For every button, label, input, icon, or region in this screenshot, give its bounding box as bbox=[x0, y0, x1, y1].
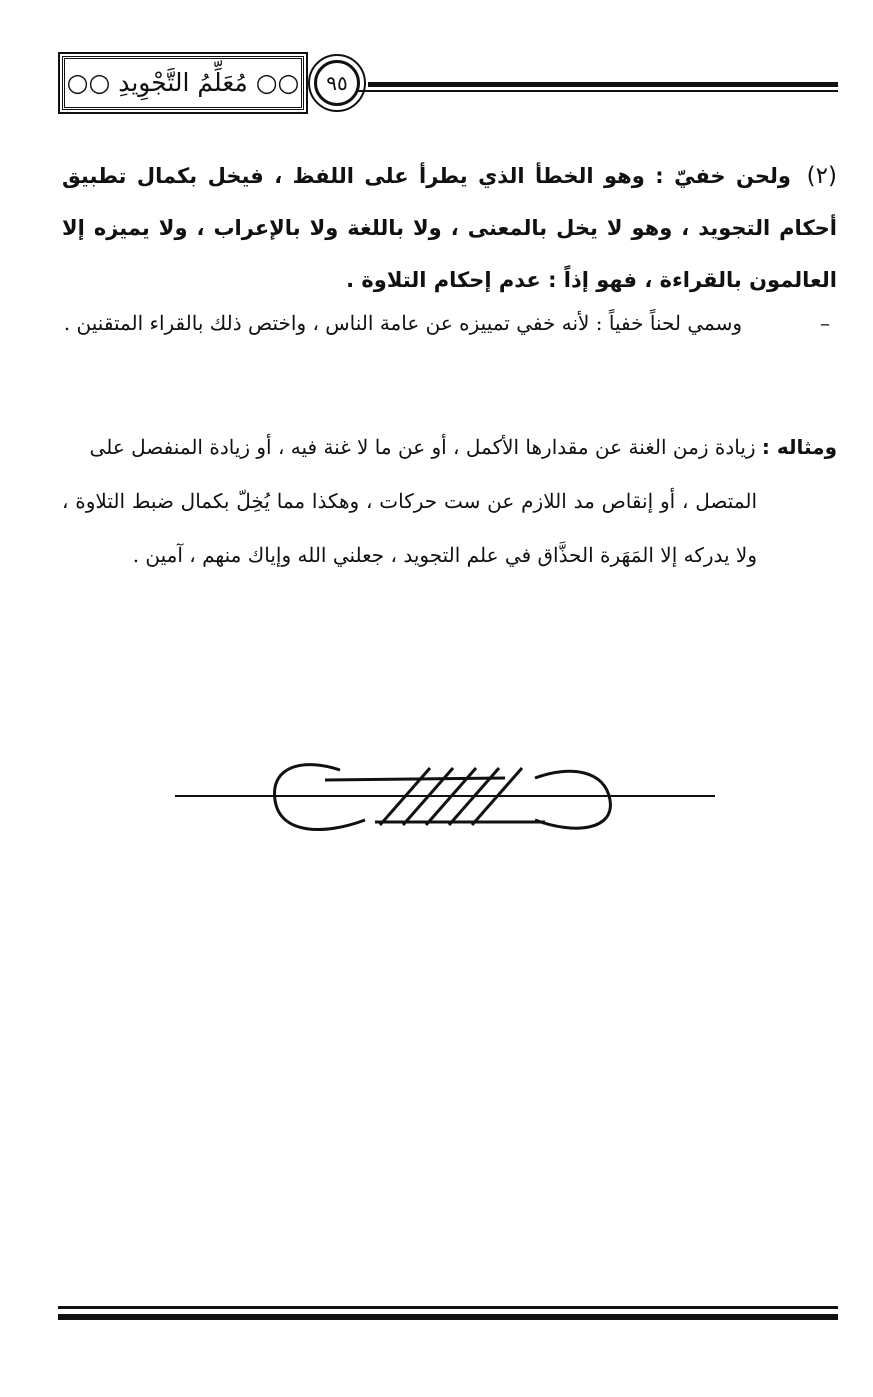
page-number: ٩٥ bbox=[314, 60, 360, 106]
calligraphic-divider-icon bbox=[175, 760, 715, 840]
book-title: ○○ مُعَلِّمُ التَّجْوِيدِ ○○ bbox=[62, 56, 304, 110]
note-text: وسمي لحناً خفياً : لأنه خفي تمييزه عن عامة الناس ، واختص ذلك بالقراء المتقنين . bbox=[63, 311, 742, 335]
example-first-text: زيادة زمن الغنة عن مقدارها الأكمل ، أو عن ما لا غنة فيه ، أو زيادة المنفصل على bbox=[89, 435, 756, 459]
footer-rule-thin bbox=[58, 1306, 838, 1309]
page-header bbox=[58, 48, 838, 122]
note-dash: – bbox=[820, 311, 830, 335]
item-number: (٢) bbox=[806, 163, 837, 189]
example-first-line bbox=[62, 420, 837, 474]
note bbox=[62, 300, 830, 346]
example-paragraph bbox=[62, 420, 837, 582]
paragraph-2 bbox=[62, 150, 837, 306]
header-rule-thin bbox=[358, 90, 838, 92]
paragraph-2-text: ولحن خفيّ : وهو الخطأ الذي يطرأ على اللفظ ، فيخل بكمال تطبيق أحكام التجويد ، وهو لا يخل بالمعنى ، ولا باللغة ولا بالإعراب ، ولا يميزه إلا العالمون بالقراءة ، فهو إذاً : عدم إحكام التلاوة . bbox=[62, 164, 837, 292]
example-label: ومثاله : bbox=[761, 435, 837, 459]
header-rule bbox=[368, 82, 838, 87]
footer-rule bbox=[58, 1314, 838, 1320]
example-text: المتصل ، أو إنقاص مد اللازم عن ست حركات ، وهكذا مما يُخِلّ بكمال ضبط التلاوة ، ولا يدركه إلا المَهَرة الحذَّاق في علم التجويد ، جعلني الله وإياك منهم ، آمين . bbox=[62, 489, 757, 567]
